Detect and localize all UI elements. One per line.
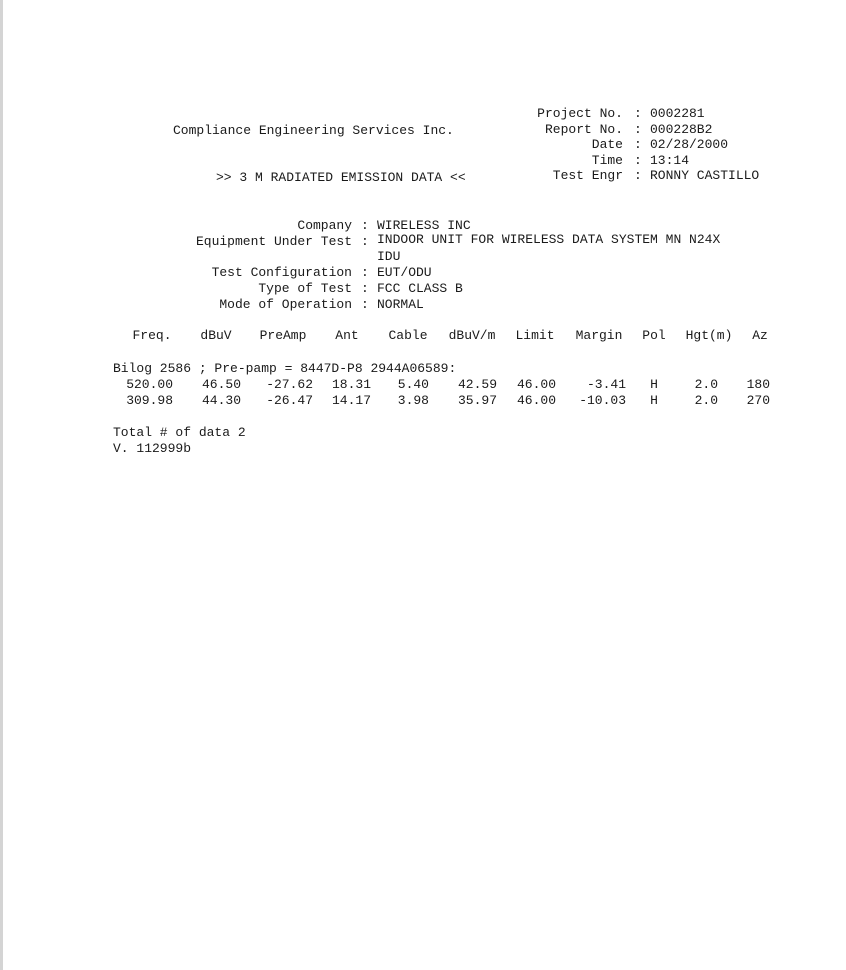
table-cell: -10.03 (579, 393, 626, 408)
col-header-az: Az (752, 328, 768, 343)
version-label: V. 112999b (113, 441, 192, 456)
table-cell: 46.50 (201, 377, 241, 392)
table-cell: -26.47 (266, 393, 313, 408)
table-cell: 5.40 (397, 377, 429, 392)
date-label: Date (591, 137, 623, 152)
eut-label: Equipment Under Test (195, 234, 352, 249)
project-no-value: 0002281 (650, 106, 705, 121)
config-value: EUT/ODU (377, 265, 432, 280)
table-cell: 46.00 (516, 393, 556, 408)
table-cell: 35.97 (457, 393, 497, 408)
col-header-margin: Margin (575, 328, 623, 343)
eut-value-continued: IDU (377, 249, 401, 264)
report-no-label: Report No. (544, 122, 623, 137)
config-label: Test Configuration (211, 265, 352, 280)
table-cell: 18.31 (331, 377, 371, 392)
col-header-pol: Pol (642, 328, 666, 343)
table-cell: 520.00 (126, 377, 173, 392)
colon: : (634, 106, 642, 121)
scan-page-edge (0, 0, 3, 970)
test-type-value: FCC CLASS B (377, 281, 463, 296)
mode-value: NORMAL (377, 297, 424, 312)
table-cell: H (650, 393, 658, 408)
colon: : (361, 218, 369, 233)
table-cell: H (650, 377, 658, 392)
table-cell: 14.17 (331, 393, 371, 408)
table-cell: 46.00 (516, 377, 556, 392)
colon: : (361, 297, 369, 312)
table-cell: 180 (746, 377, 770, 392)
table-cell: 44.30 (201, 393, 241, 408)
col-header-ant: Ant (335, 328, 359, 343)
table-cell: 309.98 (126, 393, 173, 408)
colon: : (361, 234, 369, 249)
table-cell: 42.59 (457, 377, 497, 392)
col-header-cable: Cable (388, 328, 428, 343)
table-cell: -27.62 (266, 377, 313, 392)
colon: : (361, 281, 369, 296)
col-header-preamp: PreAmp (259, 328, 307, 343)
date-value: 02/28/2000 (650, 137, 729, 152)
table-cell: 3.98 (397, 393, 429, 408)
test-engr-label: Test Engr (552, 168, 623, 183)
col-header-dbuv: dBuV (200, 328, 232, 343)
colon: : (634, 153, 642, 168)
colon: : (634, 168, 642, 183)
table-cell: 270 (746, 393, 770, 408)
col-header-dbuvm: dBuV/m (448, 328, 496, 343)
colon: : (634, 137, 642, 152)
company-name: Compliance Engineering Services Inc. (173, 123, 454, 138)
mode-label: Mode of Operation (219, 297, 352, 312)
colon: : (361, 265, 369, 280)
col-header-freq: Freq. (132, 328, 172, 343)
test-type-label: Type of Test (258, 281, 352, 296)
time-label: Time (591, 153, 623, 168)
time-value: 13:14 (650, 153, 690, 168)
colon: : (634, 122, 642, 137)
col-header-limit: Limit (515, 328, 555, 343)
report-title: >> 3 M RADIATED EMISSION DATA << (216, 170, 466, 185)
table-group-label: Bilog 2586 ; Pre-pamp = 8447D-P8 2944A06589: (113, 361, 457, 376)
company-label: Company (297, 218, 352, 233)
total-data-count: Total # of data 2 (113, 425, 246, 440)
table-cell: -3.41 (586, 377, 626, 392)
table-cell: 2.0 (694, 393, 718, 408)
test-engr-value: RONNY CASTILLO (650, 168, 760, 183)
report-no-value: 000228B2 (650, 122, 713, 137)
project-no-label: Project No. (537, 106, 623, 121)
company-value: WIRELESS INC (377, 218, 471, 233)
eut-value: INDOOR UNIT FOR WIRELESS DATA SYSTEM MN N24X (377, 232, 721, 247)
col-header-hgt: Hgt(m) (685, 328, 733, 343)
table-cell: 2.0 (694, 377, 718, 392)
